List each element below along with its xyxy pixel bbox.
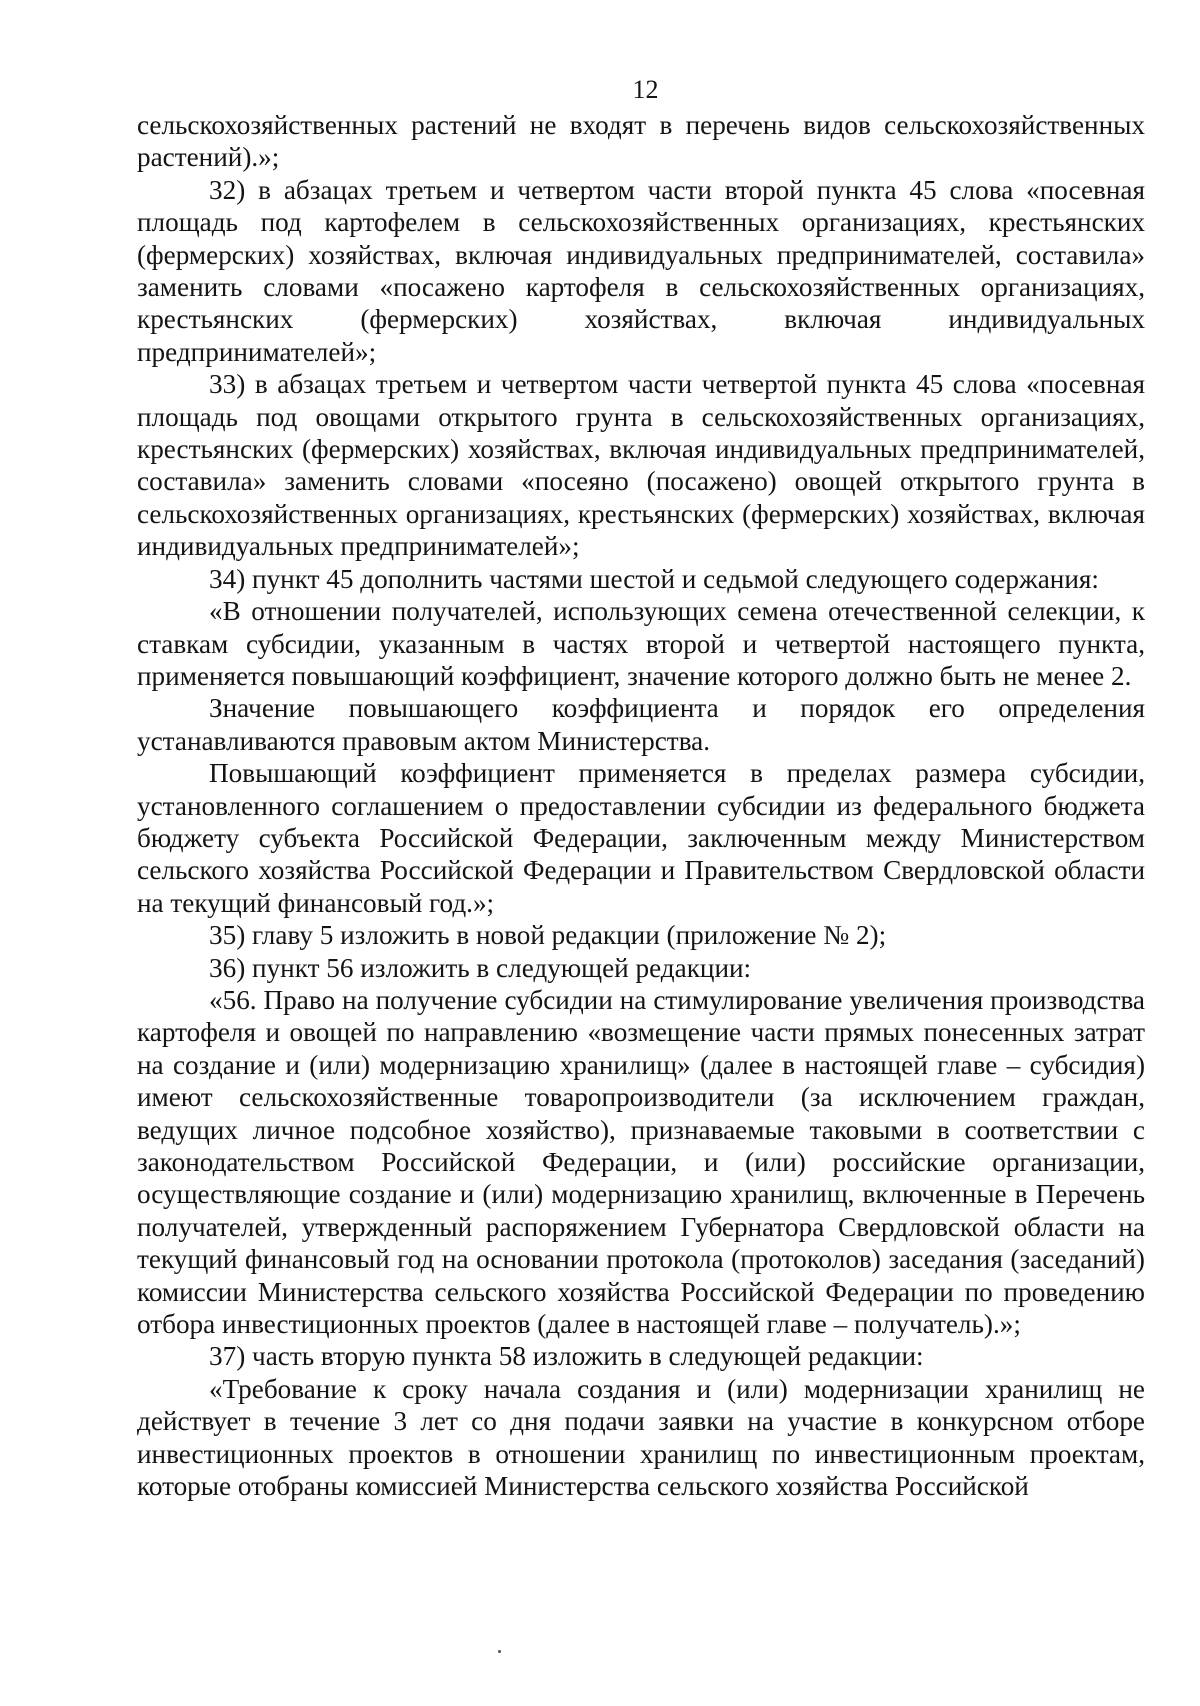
paragraph-item-37: 37) часть вторую пункта 58 изложить в следующей редакции: [209,1341,924,1372]
document-body [137,109,1145,1502]
paragraph-coefficient-value: Значение повышающего коэффициента и порядок его определения устанавливаются правовым актом Министерства. [137,693,1145,756]
paragraph-requirement: «Требование к сроку начала создания и (или) модернизации хранилищ не действует в течение 3 лет со дня подачи заявки на участие в конкурсном отборе инвестиционных проектов в отношении хранилищ по инвестиционным проектам, которые отобраны комиссией Министерства сельского хозяйства Российской [137,1373,1145,1502]
paragraph-item-33: 33) в абзацах третьем и четвертом части четвертой пункта 45 слова «посевная площадь под овощами открытого грунта в сельскохозяйственных организациях, крестьянских (фермерских) хозяйствах, включая индивидуальных предпринимателей, составила» заменить словами «посеяно (посажено) овощей открытого грунта в сельскохозяйственных организациях, крестьянских (фермерских) хозяйствах, включая индивидуальных предпринимателей»; [137,369,1145,562]
paragraph-item-36: 36) пункт 56 изложить в следующей редакции: [209,952,752,983]
paragraph-quote-part-6: «В отношении получателей, использующих семена отечественной селекции, к ставкам субсидии, указанным в частях второй и четвертой настоящего пункта, применяется повышающий коэффициент, значение которого должно быть не менее 2. [137,596,1145,691]
paragraph-item-35: 35) главу 5 изложить в новой редакции (приложение № 2); [209,920,887,951]
scan-speck [498,1650,501,1653]
paragraph-item-32: 32) в абзацах третьем и четвертом части второй пункта 45 слова «посевная площадь под картофелем в сельскохозяйственных организациях, крестьянских (фермерских) хозяйствах, включая индивидуальных предпринимателей, составила» заменить словами «посажено картофеля в сельскохозяйственных организациях, крестьянских (фермерских) хозяйствах, включая индивидуальных предпринимателей»; [137,174,1145,367]
paragraph-item-34: 34) пункт 45 дополнить частями шестой и седьмой следующего содержания: [209,563,1099,594]
paragraph-continuation: сельскохозяйственных растений не входят в перечень видов сельскохозяйственных растений).»; [137,110,1145,173]
paragraph-point-56: «56. Право на получение субсидии на стимулирование увеличения производства картофеля и овощей по направлению «возмещение части прямых понесенных затрат на создание и (или) модернизацию хранилищ» (далее в настоящей главе – субсидия) имеют сельскохозяйственные товаропроизводители (за исключением граждан, ведущих личное подсобное хозяйство), признаваемые таковыми в соответствии с законодательством Российской Федерации, и (или) российские организации, осуществляющие создание и (или) модернизацию хранилищ, включенные в Перечень получателей, утвержденный распоряжением Губернатора Свердловской области на текущий финансовый год на основании протокола (протоколов) заседания (заседаний) комиссии Министерства сельского хозяйства Российской Федерации по проведению отбора инвестиционных проектов (далее в настоящей главе – получатель).»; [137,984,1145,1340]
page-number: 12 [632,75,659,104]
paragraph-coefficient-limits: Повышающий коэффициент применяется в пределах размера субсидии, установленного соглашением о предоставлении субсидии из федерального бюджета бюджету субъекта Российской Федерации, заключенным между Министерством сельского хозяйства Российской Федерации и Правительством Свердловской области на текущий финансовый год.»; [137,758,1145,918]
